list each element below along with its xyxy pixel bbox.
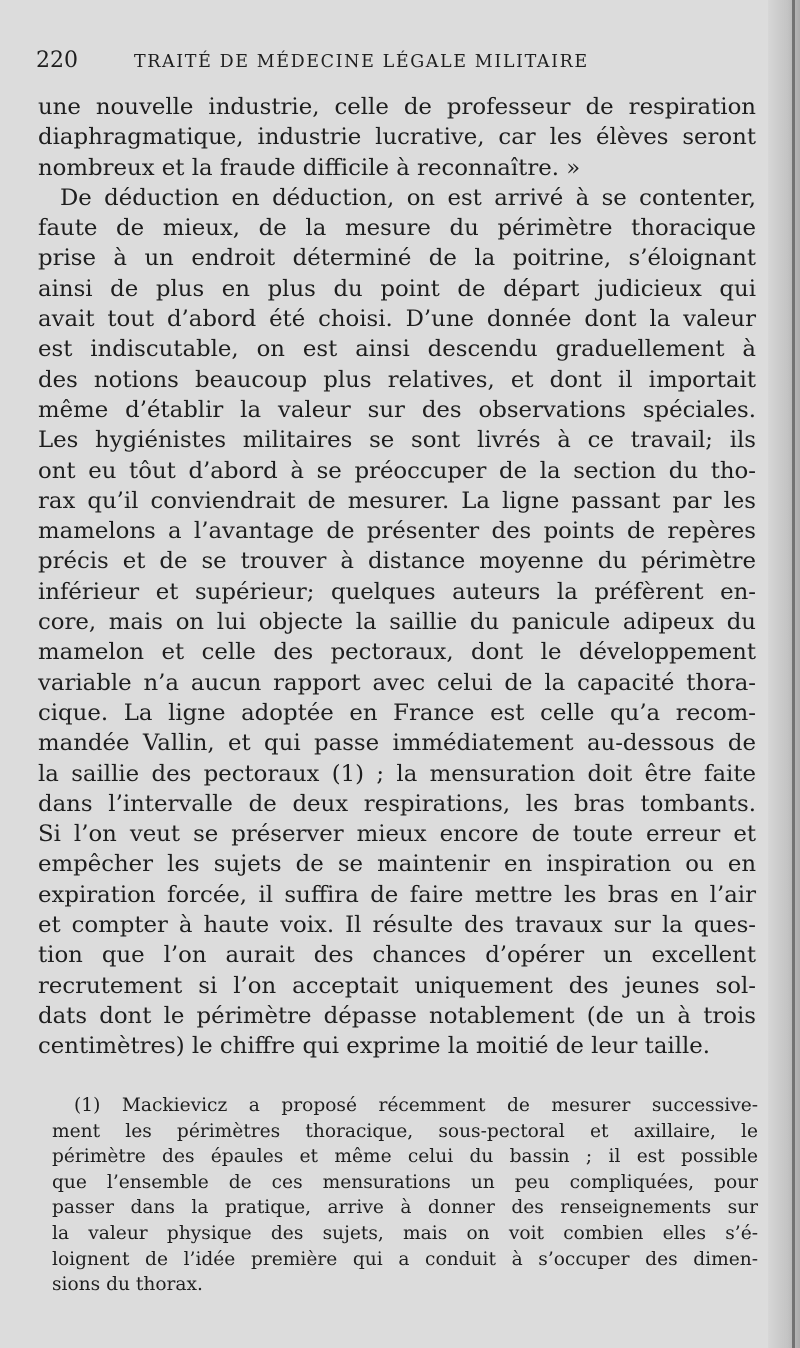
body-text [38, 92, 756, 1062]
text-line: De déduction en déduction, on est arrivé à se contenter, [60, 184, 756, 211]
text-line: expiration forcée, il suffira de faire mettre les bras en l’air [38, 881, 756, 908]
page-number: 220 [36, 48, 78, 73]
text-line: faute de mieux, de la mesure du périmètre thoracique [38, 215, 756, 242]
text-line: Si l’on veut se préserver mieux encore de toute erreur et [38, 821, 756, 848]
text-line: mamelon et celle des pectoraux, dont le développement [38, 639, 756, 666]
footnote-line: (1) Mackievicz a proposé récemment de mesurer successive- [74, 1095, 758, 1116]
text-line: mamelons a l’avantage de présenter des points de repères [38, 518, 756, 545]
text-line: tion que l’on aurait des chances d’opérer un excellent [38, 942, 756, 969]
footnote-line: que l’ensemble de ces mensurations un peu compliquées, pour [52, 1171, 758, 1193]
footnote [52, 1093, 758, 1298]
text-line: est indiscutable, on est ainsi descendu graduellement à [38, 336, 756, 363]
text-line: la saillie des pectoraux (1) ; la mensuration doit être faite [38, 760, 756, 787]
text-line: une nouvelle industrie, celle de professeur de respiration [38, 94, 756, 120]
text-line: précis et de se trouver à distance moyenne du périmètre [38, 548, 756, 575]
text-line: core, mais on lui objecte la saillie du panicule adipeux du [38, 609, 756, 636]
page-header [36, 48, 756, 73]
footnote-line: sions du thorax. [52, 1274, 203, 1296]
page-edge-line [792, 0, 795, 1348]
text-line: Les hygiénistes militaires se sont livrés à ce travail; ils [38, 427, 756, 454]
text-line: des notions beaucoup plus relatives, et dont il importait [38, 366, 756, 393]
text-line: avait tout d’abord été choisi. D’une donnée dont la valeur [38, 306, 756, 333]
footnote-line: la valeur physique des sujets, mais on voit combien elles s’é- [52, 1222, 758, 1244]
text-line: ainsi de plus en plus du point de départ judicieux qui [38, 275, 756, 302]
footnote-line: ment les périmètres thoracique, sous-pectoral et axillaire, le [52, 1120, 758, 1142]
text-line: et compter à haute voix. Il résulte des travaux sur la ques- [38, 912, 756, 939]
text-line: dans l’intervalle de deux respirations, les bras tombants. [38, 790, 756, 817]
text-line: ont eu tôut d’abord à se préoccuper de la section du tho- [38, 457, 756, 484]
text-line: rax qu’il conviendrait de mesurer. La ligne passant par les [38, 487, 756, 514]
text-line: cique. La ligne adoptée en France est celle qu’a recom- [38, 699, 756, 726]
page-edge-shadow [768, 0, 800, 1348]
text-line: mandée Vallin, et qui passe immédiatement au-dessous de [38, 730, 756, 757]
text-line: prise à un endroit déterminé de la poitrine, s’éloignant [38, 245, 756, 272]
footnote-line: passer dans la pratique, arrive à donner des renseignements sur [52, 1197, 758, 1219]
text-line: nombreux et la fraude difficile à reconnaître. » [38, 154, 581, 181]
text-line: dats dont le périmètre dépasse notablement (de un à trois [38, 1002, 756, 1029]
footnote-line: périmètre des épaules et même celui du bassin ; il est possible [52, 1146, 758, 1168]
text-line: inférieur et supérieur; quelques auteurs la préfèrent en- [38, 578, 756, 605]
text-line: empêcher les sujets de se maintenir en inspiration ou en [38, 851, 756, 878]
text-line: recrutement si l’on acceptait uniquement des jeunes sol- [38, 972, 756, 999]
text-line: centimètres) le chiffre qui exprime la moitié de leur taille. [38, 1033, 711, 1060]
text-line: même d’établir la valeur sur des observations spéciales. [38, 396, 756, 423]
running-title: TRAITÉ DE MÉDECINE LÉGALE MILITAIRE [134, 52, 589, 72]
footnote-line: loignent de l’idée première qui a conduit à s’occuper des dimen- [52, 1248, 758, 1270]
text-line: diaphragmatique, industrie lucrative, car les élèves seront [38, 124, 756, 151]
text-line: variable n’a aucun rapport avec celui de la capacité thora- [38, 669, 756, 696]
